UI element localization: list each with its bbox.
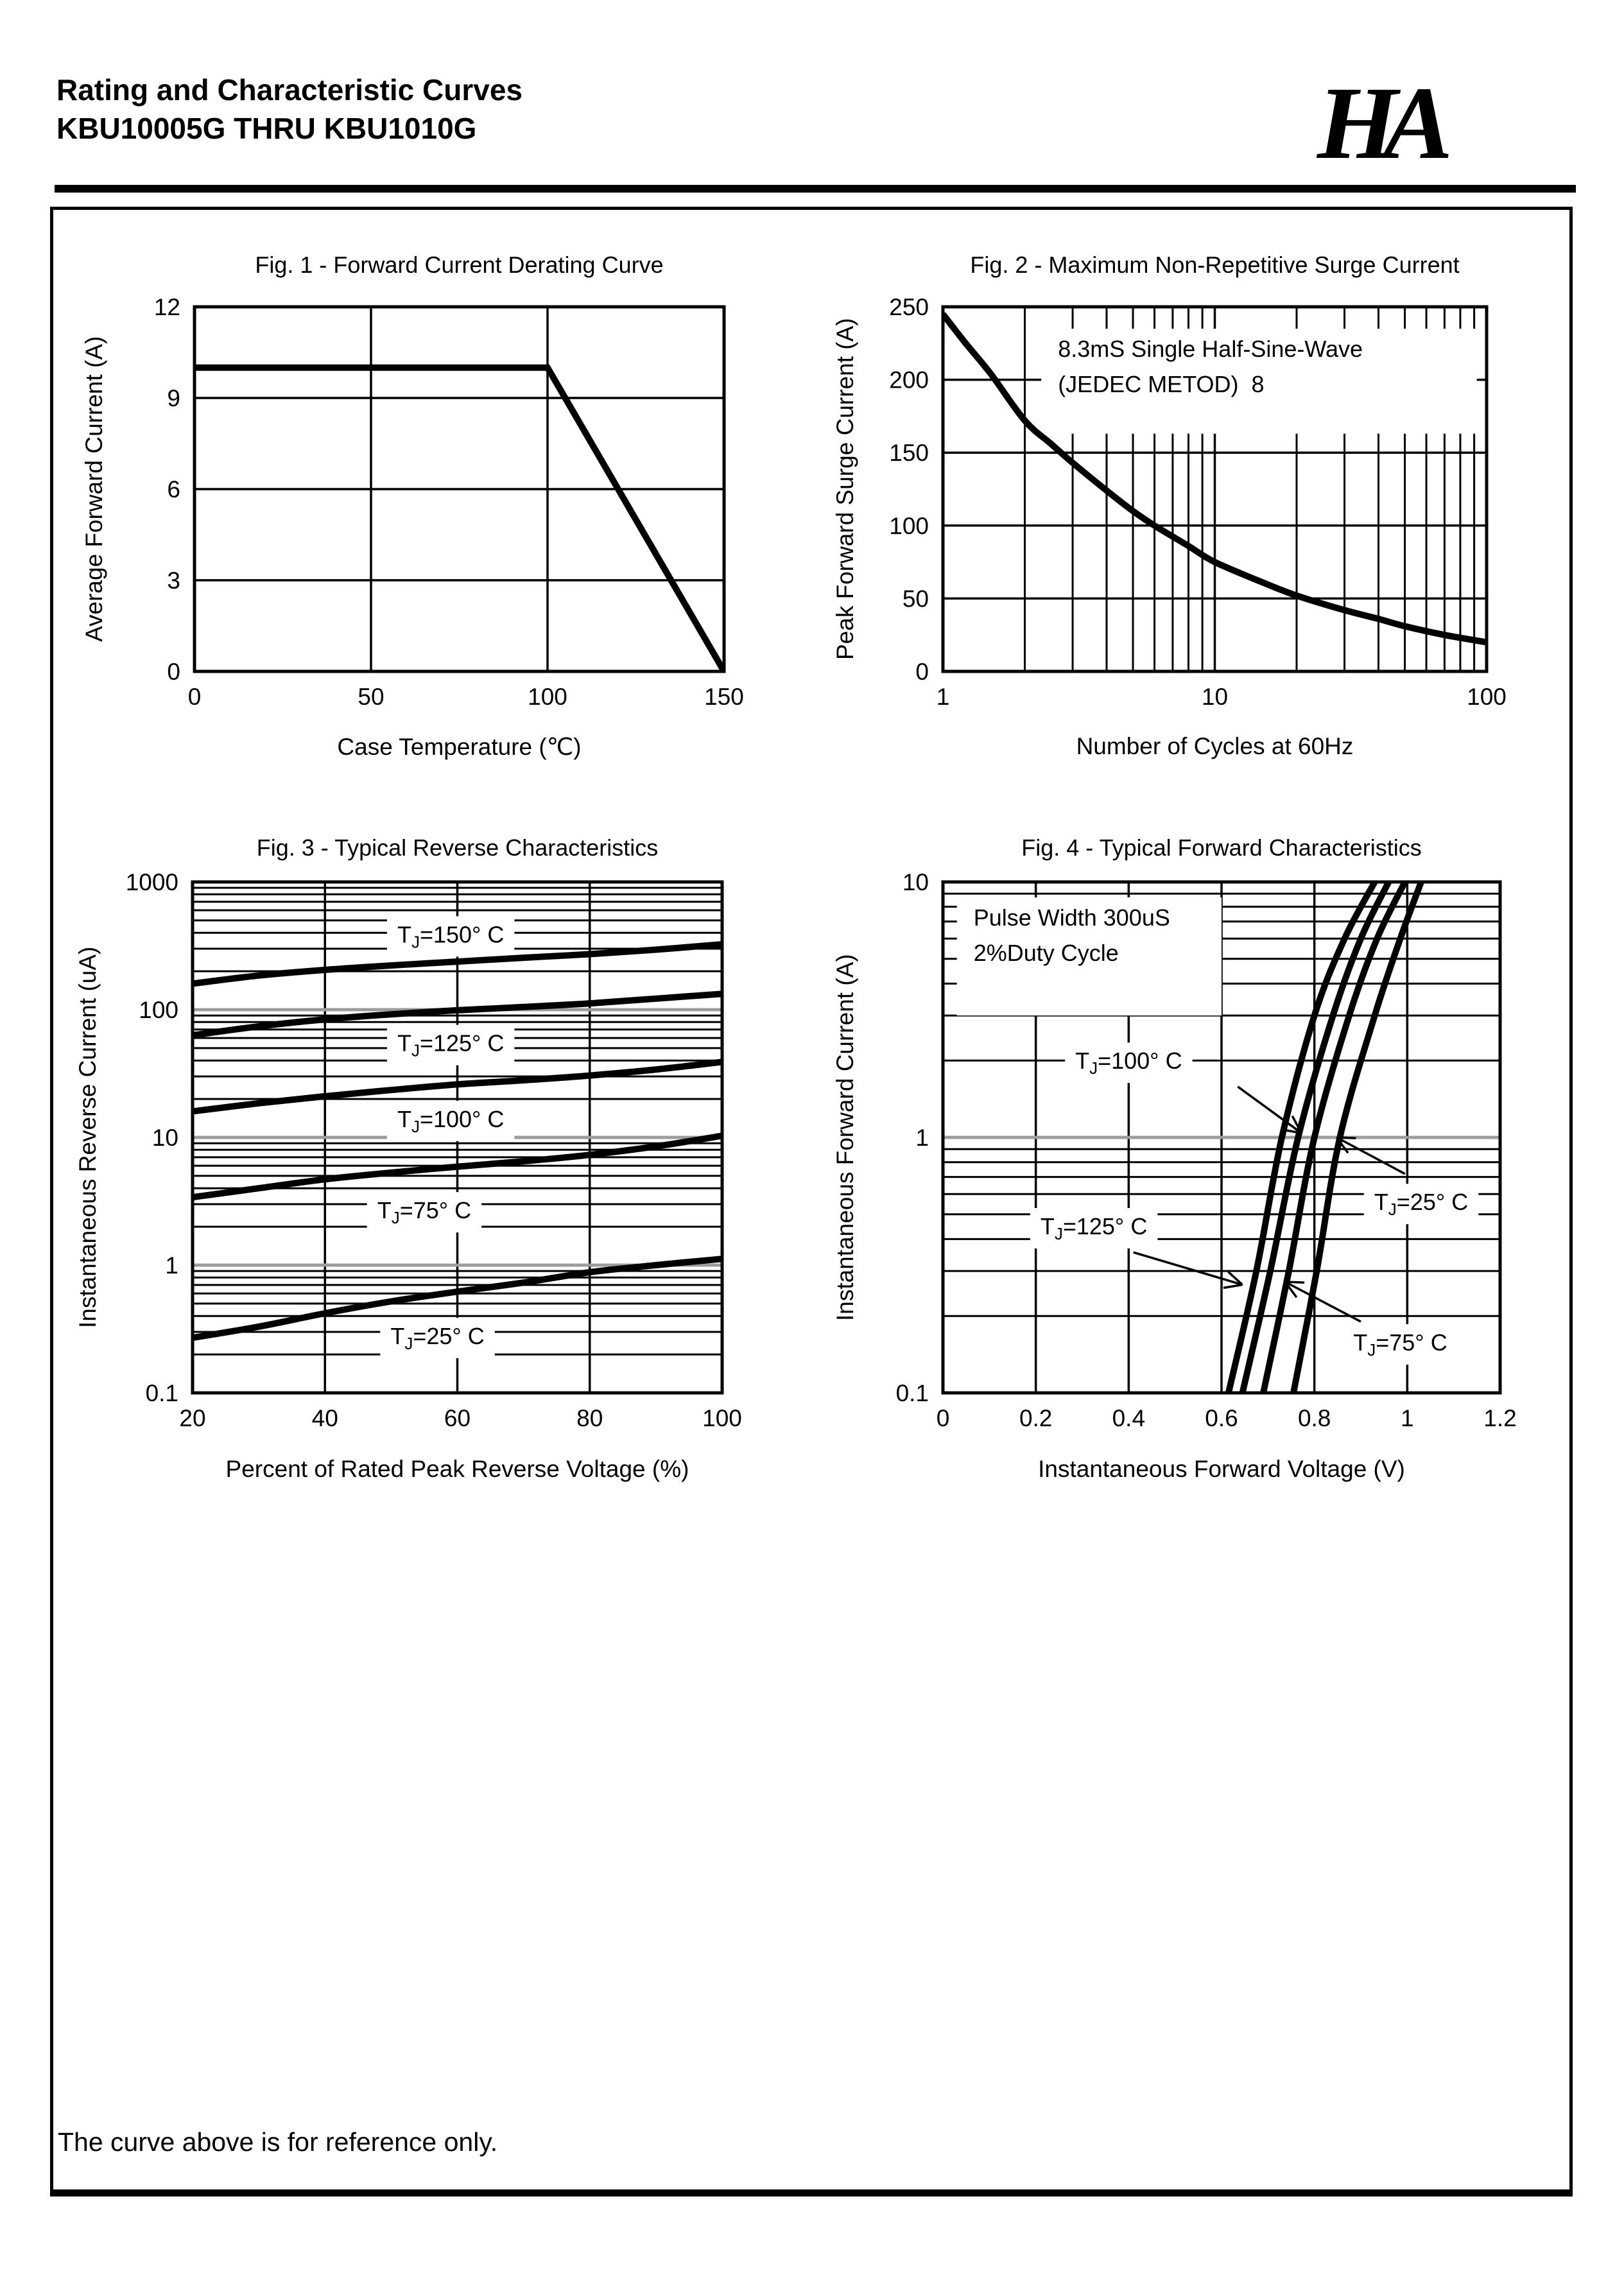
y-tick-label: 200 xyxy=(889,367,929,393)
x-tick-label: 0 xyxy=(936,1405,950,1431)
label-text-part: T xyxy=(390,1323,405,1350)
label-text-part: J xyxy=(411,932,420,952)
y-tick-label: 1000 xyxy=(125,869,178,895)
x-tick-label: 100 xyxy=(1467,684,1507,710)
label-text-part: J xyxy=(1054,1224,1063,1244)
x-tick-label: 100 xyxy=(702,1405,742,1431)
x-tick-label: 0.4 xyxy=(1112,1405,1146,1431)
fig1-y-axis-label: Average Forward Current (A) xyxy=(81,336,107,643)
label-text-part: T xyxy=(1040,1213,1055,1240)
label-text-part: J xyxy=(411,1040,420,1060)
label-text-part: T xyxy=(1374,1189,1388,1216)
x-tick-label: 50 xyxy=(358,684,384,710)
footer-note: The curve above is for reference only. xyxy=(58,2127,498,2157)
fig2-title: Fig. 2 - Maximum Non-Repetitive Surge Current xyxy=(970,252,1460,278)
x-tick-label: 0 xyxy=(187,684,202,710)
curves-group xyxy=(194,368,724,671)
x-tick-label: 1 xyxy=(1401,1405,1414,1431)
note-text-line: 2%Duty Cycle xyxy=(973,940,1119,967)
callout-arrow-line xyxy=(1336,1137,1404,1174)
x-tick-label: 100 xyxy=(528,684,567,710)
x-tick-label: 10 xyxy=(1201,684,1229,710)
label-text-part: =150° C xyxy=(419,921,505,948)
label-text-part: =100° C xyxy=(1098,1048,1182,1075)
y-tick-label: 3 xyxy=(167,567,180,594)
x-tick-label: 0.8 xyxy=(1297,1405,1331,1431)
curve-label xyxy=(390,1323,484,1353)
brand-logo: HA xyxy=(1317,66,1438,181)
label-text-part: T xyxy=(1075,1048,1090,1075)
note-text-line: Pulse Width 300uS xyxy=(973,904,1170,931)
fig4-x-axis-label: Instantaneous Forward Voltage (V) xyxy=(1038,1456,1405,1482)
fig1-title: Fig. 1 - Forward Current Derating Curve xyxy=(255,252,664,278)
label-text-part: T xyxy=(397,921,411,948)
fig3-plot xyxy=(55,810,806,1535)
x-tick-label: 60 xyxy=(444,1405,471,1431)
label-text-part: T xyxy=(1353,1329,1368,1356)
note-text-line: (JEDEC METOD) 8 xyxy=(1058,371,1265,398)
y-tick-label: 50 xyxy=(902,585,929,612)
x-tick-label: 0.6 xyxy=(1205,1405,1238,1431)
fig2-x-axis-label: Number of Cycles at 60Hz xyxy=(1076,733,1354,759)
x-tick-label: 0.2 xyxy=(1019,1405,1053,1431)
label-text-part: J xyxy=(391,1208,400,1228)
y-tick-label: 6 xyxy=(167,476,180,503)
label-text-part: =75° C xyxy=(399,1197,472,1224)
fig1-plot xyxy=(55,244,802,812)
x-tick-label: 20 xyxy=(179,1405,206,1431)
label-text-part: T xyxy=(397,1030,411,1057)
curve-label xyxy=(377,1197,471,1227)
y-tick-label: 1 xyxy=(165,1252,178,1279)
fig3-y-axis-label: Instantaneous Reverse Current (uA) xyxy=(74,946,101,1329)
x-tick-label: 40 xyxy=(311,1405,338,1431)
page-title-line1: Rating and Characteristic Curves xyxy=(56,73,523,107)
fig3-title: Fig. 3 - Typical Reverse Characteristics xyxy=(256,834,659,861)
curve-label xyxy=(1374,1189,1468,1219)
callout-arrow-head xyxy=(1223,1285,1243,1288)
curve-1 xyxy=(194,368,724,671)
fig3-x-axis-label: Percent of Rated Peak Reverse Voltage (%) xyxy=(225,1456,689,1482)
label-text-part: =125° C xyxy=(419,1030,505,1057)
label-text-part: =25° C xyxy=(413,1323,485,1350)
label-text-part: J xyxy=(1089,1058,1098,1078)
label-text-part: =125° C xyxy=(1062,1213,1148,1240)
header-rule xyxy=(55,185,1576,193)
label-text-part: =100° C xyxy=(419,1105,505,1132)
fig2-y-axis-label: Peak Forward Surge Current (A) xyxy=(832,318,858,660)
y-tick-label: 0.1 xyxy=(145,1380,178,1406)
page-title-line2: KBU10005G THRU KBU1010G xyxy=(56,112,477,145)
curve-label xyxy=(1353,1329,1447,1359)
y-tick-label: 1 xyxy=(915,1125,929,1151)
label-text-part: T xyxy=(397,1105,411,1132)
y-tick-label: 0.1 xyxy=(895,1380,929,1406)
label-text-part: J xyxy=(411,1116,420,1136)
y-tick-label: 250 xyxy=(889,294,929,320)
page-title xyxy=(56,71,523,148)
fig4-title: Fig. 4 - Typical Forward Characteristics xyxy=(1021,834,1422,861)
callout-arrow-line xyxy=(1134,1252,1243,1285)
y-tick-label: 0 xyxy=(167,659,180,685)
y-tick-label: 10 xyxy=(902,869,929,895)
fig4-plot xyxy=(806,810,1582,1535)
label-text-part: =75° C xyxy=(1376,1329,1447,1356)
x-tick-label: 1 xyxy=(936,684,950,710)
fig1-x-axis-label: Case Temperature (℃) xyxy=(337,734,582,760)
y-tick-label: 12 xyxy=(153,294,180,320)
y-tick-label: 100 xyxy=(139,997,178,1023)
fig4-y-axis-label: Instantaneous Forward Current (A) xyxy=(832,954,858,1321)
label-text-part: J xyxy=(404,1334,413,1354)
label-text-part: T xyxy=(377,1197,392,1224)
y-tick-label: 10 xyxy=(151,1125,178,1151)
note-text-line: 8.3mS Single Half-Sine-Wave xyxy=(1058,336,1363,363)
y-tick-label: 9 xyxy=(167,385,180,411)
x-tick-label: 1.2 xyxy=(1483,1405,1517,1431)
fig2-plot xyxy=(806,244,1579,812)
label-text-part: J xyxy=(1367,1340,1376,1359)
callout-arrow-head xyxy=(1336,1137,1356,1138)
y-tick-label: 0 xyxy=(915,659,929,685)
x-tick-label: 150 xyxy=(704,684,744,710)
label-text-part: =25° C xyxy=(1396,1189,1469,1216)
label-text-part: J xyxy=(1388,1200,1397,1220)
y-tick-label: 150 xyxy=(889,440,929,467)
y-tick-label: 100 xyxy=(889,512,929,539)
x-tick-label: 80 xyxy=(576,1405,603,1431)
